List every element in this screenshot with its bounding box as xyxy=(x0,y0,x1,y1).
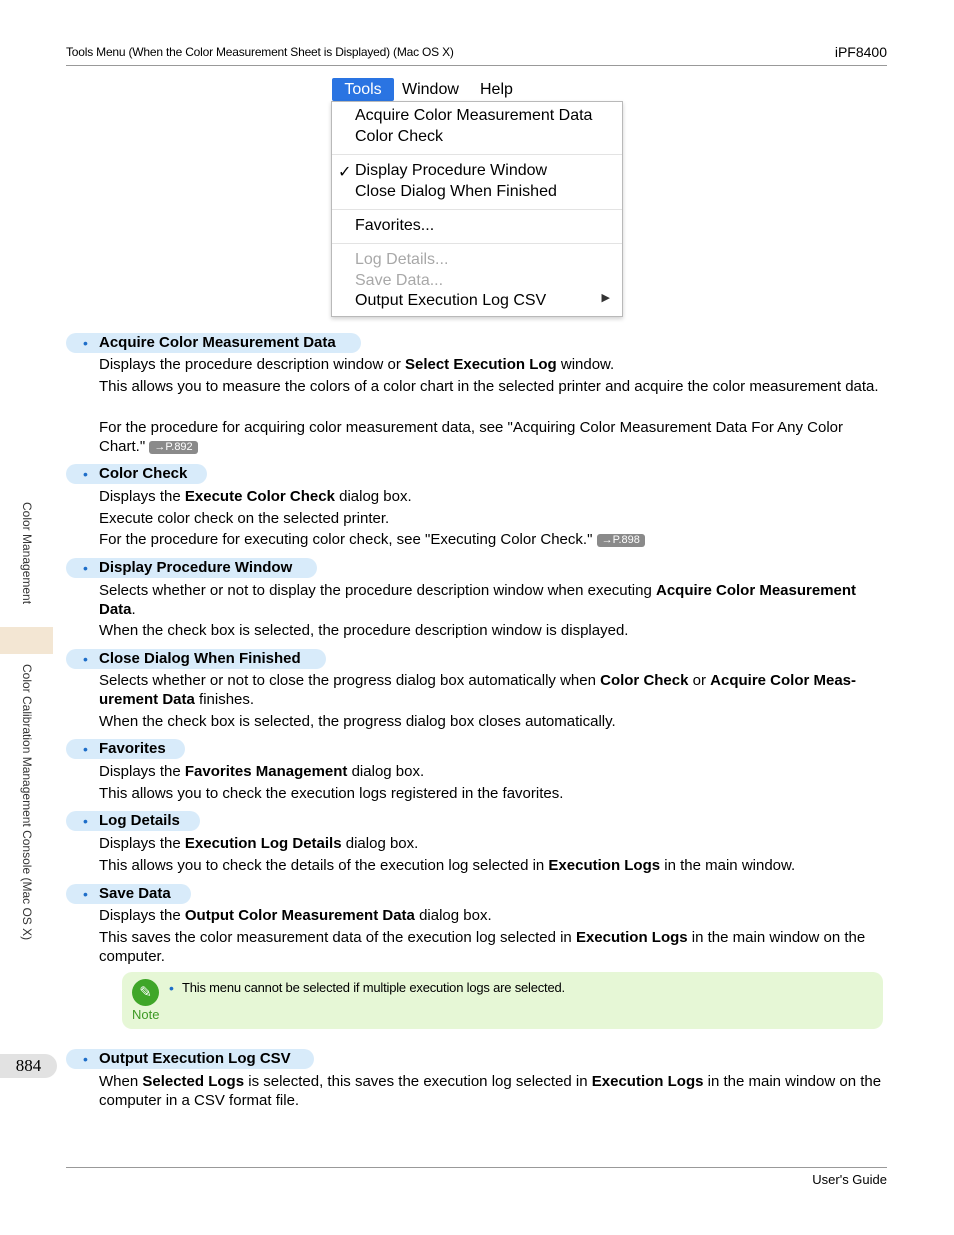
sidebar-chapter: Color Management xyxy=(20,502,34,605)
paragraph: Displays the Execution Log Details dialog box. xyxy=(99,835,419,852)
bullet-icon: • xyxy=(83,466,88,482)
menu-separator xyxy=(332,154,622,155)
menubar-tools[interactable]: Tools xyxy=(332,78,394,101)
menu-separator xyxy=(332,243,622,244)
section-title: Color Check xyxy=(99,465,188,482)
running-header-title: Tools Menu (When the Color Measurement Sheet is Displayed) (Mac OS X) xyxy=(66,45,454,59)
section-title: Log Details xyxy=(99,812,180,829)
note-label: Note xyxy=(132,1007,160,1022)
paragraph: This saves the color measurement data of the execution log selected in Execution Logs in the main window on the computer. xyxy=(99,929,866,965)
menu-separator xyxy=(332,209,622,210)
paragraph: Displays the Output Color Measurement Data dialog box. xyxy=(99,907,492,924)
paragraph: Selects whether or not to display the procedure description window when executing Acquire Color Measurement Data. xyxy=(99,582,857,618)
section-title: Save Data xyxy=(99,885,171,902)
paragraph: This allows you to measure the colors of a color chart in the selected printer and acquire the color measurement data. xyxy=(99,378,879,395)
menubar-window[interactable]: Window xyxy=(402,81,459,98)
paragraph: When Selected Logs is selected, this saves the execution log selected in Execution Logs in the main window on the computer in a CSV format file. xyxy=(99,1073,882,1109)
paragraph: Displays the procedure description window or Select Execution Log window. xyxy=(99,356,615,373)
page-reference-link[interactable]: →P.898 xyxy=(597,534,645,547)
section-heading xyxy=(66,558,317,578)
footer-rule xyxy=(66,1167,887,1168)
model-name: iPF8400 xyxy=(834,44,887,60)
bullet-icon: • xyxy=(83,813,88,829)
paragraph: Execute color check on the selected printer. xyxy=(99,510,390,527)
menubar-help[interactable]: Help xyxy=(480,81,513,98)
sidebar-chapter-tab xyxy=(0,627,53,654)
menu-item-favorites[interactable]: Favorites... xyxy=(355,217,435,234)
paragraph: Selects whether or not to close the progress dialog box automatically when Color Check or Acquire Color Meas-urement Data finishes. xyxy=(99,672,857,708)
submenu-arrow-icon: ▶ xyxy=(601,292,610,304)
section-heading xyxy=(66,649,326,669)
bullet-icon: • xyxy=(83,741,88,757)
checkmark-icon: ✓ xyxy=(338,164,352,181)
section-title: Acquire Color Measurement Data xyxy=(99,334,336,351)
section-title: Display Procedure Window xyxy=(99,559,293,576)
paragraph: This allows you to check the details of the execution log selected in Execution Logs in the main window. xyxy=(99,857,796,874)
bullet-icon: • xyxy=(83,560,88,576)
header-rule xyxy=(66,65,887,66)
bullet-icon: • xyxy=(169,980,174,996)
paragraph: This allows you to check the execution logs registered in the favorites. xyxy=(99,785,564,802)
section-title: Close Dialog When Finished xyxy=(99,650,301,667)
section-heading xyxy=(66,739,185,759)
paragraph: For the procedure for executing color check, see "Executing Color Check." →P.898 xyxy=(99,530,889,549)
section-heading xyxy=(66,811,200,831)
section-title: Favorites xyxy=(99,740,166,757)
sidebar-section: Color Calibration Management Console (Mac OS X) xyxy=(20,664,34,941)
page-reference-link[interactable]: →P.892 xyxy=(149,441,197,454)
menu-item-color-check[interactable]: Color Check xyxy=(355,128,444,145)
pencil-icon: ✎ xyxy=(132,979,159,1006)
section-heading xyxy=(66,333,361,353)
paragraph: For the procedure for acquiring color measurement data, see "Acquiring Color Measurement Data For Any Color Chart." →P.892 xyxy=(99,419,844,455)
note-box xyxy=(122,972,883,1029)
footer-guide: User's Guide xyxy=(812,1172,887,1187)
menu-item-log-details: Log Details... xyxy=(355,251,449,268)
menubar-figure xyxy=(331,78,623,101)
paragraph: Displays the Execute Color Check dialog box. xyxy=(99,488,412,505)
bullet-icon: • xyxy=(83,651,88,667)
paragraph: When the check box is selected, the procedure description window is displayed. xyxy=(99,622,629,639)
bullet-icon: • xyxy=(83,1051,88,1067)
paragraph: Displays the Favorites Management dialog box. xyxy=(99,763,425,780)
menu-item-close-dialog[interactable]: Close Dialog When Finished xyxy=(355,183,557,200)
paragraph: When the check box is selected, the progress dialog box closes automatically. xyxy=(99,713,616,730)
note-text: This menu cannot be selected if multiple execution logs are selected. xyxy=(182,980,565,995)
section-title: Output Execution Log CSV xyxy=(99,1050,291,1067)
menu-item-output-csv[interactable]: Output Execution Log CSV xyxy=(355,292,547,309)
menu-item-display-procedure[interactable]: Display Procedure Window xyxy=(355,162,548,179)
bullet-icon: • xyxy=(83,886,88,902)
tools-menu-figure xyxy=(331,101,623,317)
section-heading xyxy=(66,1049,314,1069)
menu-item-acquire[interactable]: Acquire Color Measurement Data xyxy=(355,107,593,124)
menu-item-save-data: Save Data... xyxy=(355,272,444,289)
page-number: 884 xyxy=(0,1054,57,1078)
section-heading xyxy=(66,464,207,484)
bullet-icon: • xyxy=(83,335,88,351)
section-heading xyxy=(66,884,191,904)
